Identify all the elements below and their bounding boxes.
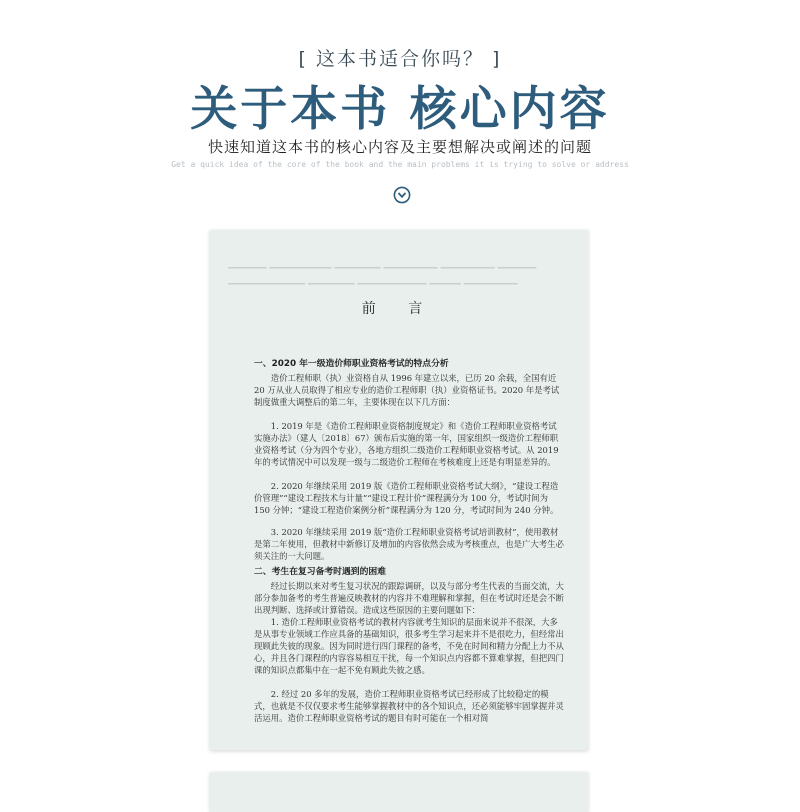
chevron-down-circle-icon [393,186,411,204]
page-title: 前 言 [361,301,437,317]
bleed-through-line: ▁▁▁▁▁▁▁▁▁▁ ▁▁▁▁▁▁ ▁▁▁▁▁▁▁▁▁ ▁▁▁▁ ▁▁▁▁▁▁▁ [228,274,518,285]
book-page-next [210,772,588,812]
header-banner [0,0,800,225]
paragraph-4: 3. 2020 年继续采用 2019 版“造价工程师职业资格考试培训教材”，使用教材是第二年使用，但教材中新修订及增加的内容依然会成为考核重点，也是广大考生必须关注的一大问题。 [254,527,564,561]
book-page-preface [210,230,588,750]
subtitle: 快速知道这本书的核心内容及主要想解决或阐述的问题 [207,138,592,156]
section-heading-2: 二、考生在复习备考时遇到的困难 [254,567,386,577]
main-title: 关于本书 核心内容 [190,82,610,137]
bleed-through-line: ▁▁▁▁▁ ▁▁▁▁▁▁▁▁ ▁▁▁▁▁▁ ▁▁▁▁▁▁▁ ▁▁▁▁▁▁▁ ▁▁▁▁▁ [228,258,537,269]
paragraph-1: 造价工程师职（执）业资格自从 1996 年建立以来，已历 20 余载，全国有近 20 万从业人员取得了相应专业的造价工程师职（执）业资格证书。2020 年是考试制度做重大调整后的第二年，主要体现在以下几方面： [254,373,560,407]
paragraph-6: 1. 造价工程师职业资格考试的教材内容就考生知识的层面来说并不很深，大多是从事专业领域工作应具备的基础知识，很多考生学习起来并不是很吃力，但经常出现顾此失彼的现象。因为同时进行四门课程的备考，不免在时间和精力分配上力不从心，并且各门课程的内容容易相互干扰，每一个知识点内容都不算难掌握，但把四门课的知识点都集中在一起不免有顾此失彼之感。 [254,617,564,675]
paragraph-7: 2. 经过 20 多年的发展，造价工程师职业资格考试已经形成了比较稳定的模式，也就是不仅仅要求考生能够掌握教材中的各个知识点，还必须能够牢固掌握并灵活运用。造价工程师职业资格考试的题目有时可能在一个相对简 [254,689,564,723]
paragraph-5: 经过长期以来对考生复习状况的跟踪调研，以及与部分考生代表的当面交流，大部分参加备考的考生普遍反映教材的内容并不难理解和掌握，但在考试时还是会不断出现判断、选择或计算错误。造成这些原因的主要问题如下： [254,581,564,615]
tagline: [ 这本书适合你吗？ ] [298,48,502,70]
section-heading-1: 一、2020 年一级造价师职业资格考试的特点分析 [254,359,449,369]
subtitle-english: Get a quick idea of the core of the book and the main problems it is trying to solve or address [171,160,629,169]
paragraph-2: 1. 2019 年是《造价工程师职业资格制度规定》和《造价工程师职业资格考试实施办法》（建人〔2018〕67）颁布后实施的第一年，国家组织一级造价工程师职业资格考试（分为四个专业），各地方组织二级造价工程师职业资格考试。从 2019 年的考试情况中可以发现一级与二级造价工程师在考核难度上还是有明显差异的。 [254,421,559,467]
paragraph-3: 2. 2020 年继续采用 2019 版《造价工程师职业资格考试大纲》，“建设工程造价管理”“建设工程技术与计量”“建设工程计价”课程满分为 100 分，考试时间为 150 分钟；“建设工程造价案例分析”课程满分为 120 分，考试时间为 240 分钟。 [254,481,559,515]
